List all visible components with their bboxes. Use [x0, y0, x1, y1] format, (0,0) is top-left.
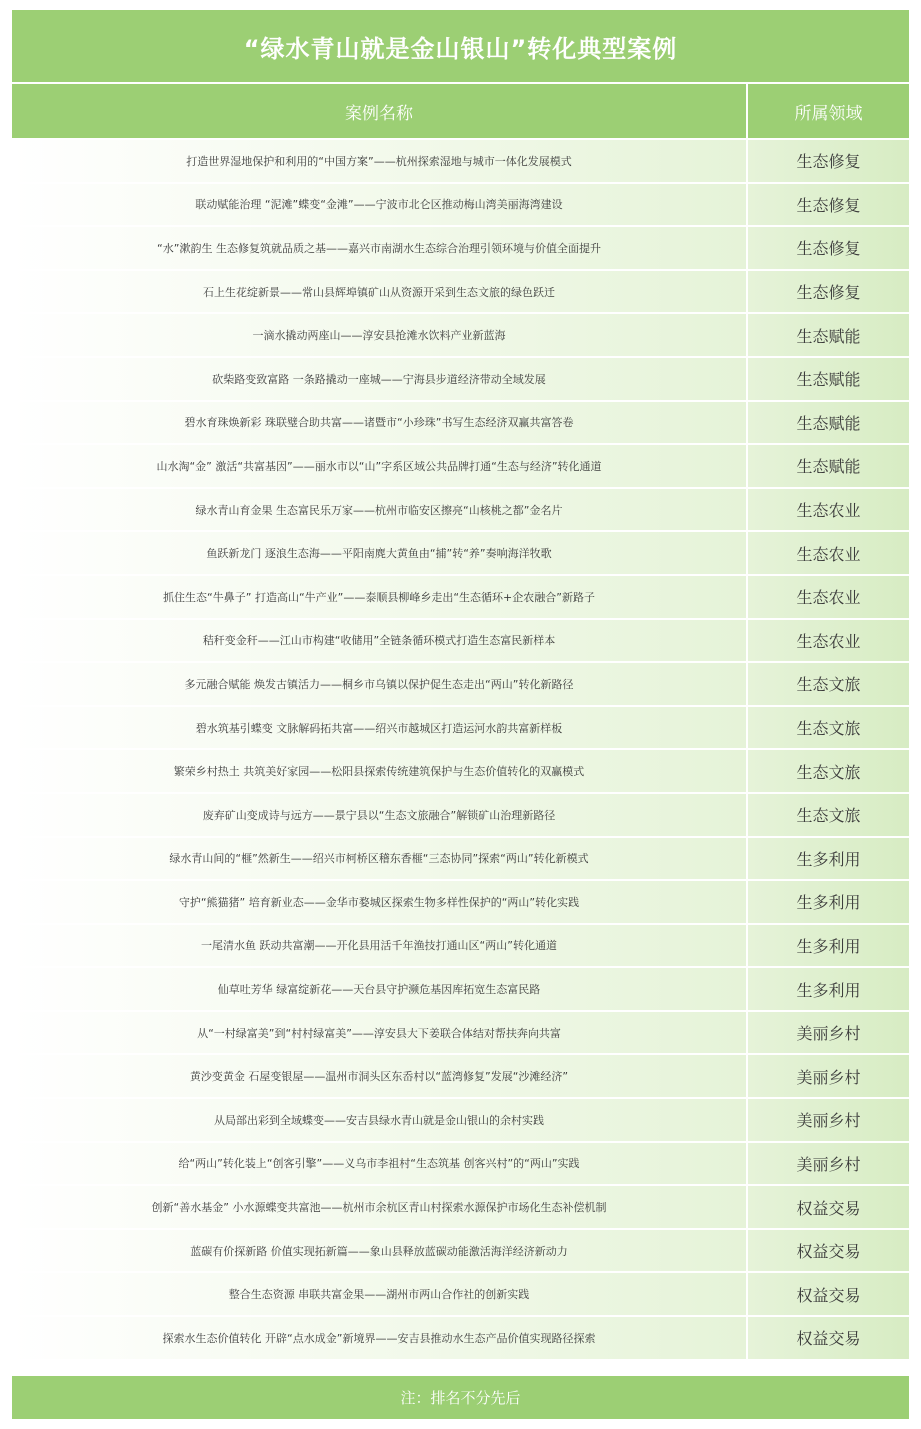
field-cell: 生态赋能: [748, 445, 909, 487]
case-name-cell: 从“一村绿富美”到“村村绿富美”——淳安县大下姜联合体结对帮扶奔向共富: [12, 1012, 748, 1054]
case-name-cell: 整合生态资源 串联共富金果——湖州市两山合作社的创新实践: [12, 1273, 748, 1315]
field-cell: 生态农业: [748, 576, 909, 618]
case-name-cell: 蓝碳有价探新路 价值实现拓新篇——象山县释放蓝碳动能激活海洋经济新动力: [12, 1230, 748, 1272]
table-row: [12, 356, 909, 400]
field-cell: 生态文旅: [748, 750, 909, 792]
field-cell: 生多利用: [748, 881, 909, 923]
field-cell: 美丽乡村: [748, 1099, 909, 1141]
table-row: [12, 530, 909, 574]
table-footnote: 注：排名不分先后: [12, 1376, 909, 1419]
case-name-cell: 石上生花绽新景——常山县辉埠镇矿山从资源开采到生态文旅的绿色跃迁: [12, 271, 748, 313]
case-name-cell: 创新“善水基金” 小水源蝶变共富池——杭州市余杭区青山村探索水源保护市场化生态补偿机制: [12, 1186, 748, 1228]
case-name-cell: 一滴水撬动两座山——淳安县抢滩水饮料产业新蓝海: [12, 314, 748, 356]
case-name-cell: 从局部出彩到全域蝶变——安吉县绿水青山就是金山银山的余村实践: [12, 1099, 748, 1141]
field-cell: 生态农业: [748, 489, 909, 531]
field-cell: 生态修复: [748, 140, 909, 182]
field-cell: 生态文旅: [748, 663, 909, 705]
table-row: [12, 618, 909, 662]
field-cell: 生态农业: [748, 532, 909, 574]
case-name-cell: 守护“熊猫猪” 培育新业态——金华市婺城区探索生物多样性保护的“两山”转化实践: [12, 881, 748, 923]
table-row: [12, 138, 909, 182]
table-row: [12, 182, 909, 226]
table-row: [12, 487, 909, 531]
case-name-cell: 探索水生态价值转化 开辟“点水成金”新境界——安吉县推动水生态产品价值实现路径探索: [12, 1317, 748, 1359]
table-row: [12, 661, 909, 705]
case-name-cell: 打造世界湿地保护和利用的“中国方案”——杭州探索湿地与城市一体化发展模式: [12, 140, 748, 182]
field-cell: 权益交易: [748, 1186, 909, 1228]
field-cell: 生态文旅: [748, 707, 909, 749]
field-cell: 生态农业: [748, 620, 909, 662]
case-name-cell: 抓住生态“牛鼻子” 打造高山“牛产业”——泰顺县柳峰乡走出“生态循环+企农融合”新路子: [12, 576, 748, 618]
table-row: [12, 705, 909, 749]
case-name-cell: 秸秆变金秆——江山市构建“收储用”全链条循环模式打造生态富民新样本: [12, 620, 748, 662]
field-cell: 美丽乡村: [748, 1012, 909, 1054]
field-cell: 生态文旅: [748, 794, 909, 836]
field-cell: 生多利用: [748, 838, 909, 880]
table-row: [12, 923, 909, 967]
case-name-cell: 山水淘“金” 激活“共富基因”——丽水市以“山”字系区域公共品牌打通“生态与经济”转化通道: [12, 445, 748, 487]
table-row: [12, 1141, 909, 1185]
case-name-cell: 砍柴路变致富路 一条路撬动一座城——宁海县步道经济带动全域发展: [12, 358, 748, 400]
field-cell: 生态修复: [748, 271, 909, 313]
header-case-name: 案例名称: [12, 84, 748, 138]
field-cell: 生态修复: [748, 184, 909, 226]
case-name-cell: 鱼跃新龙门 逐浪生态海——平阳南麂大黄鱼由“捕”转“养”奏响海洋牧歌: [12, 532, 748, 574]
field-cell: 权益交易: [748, 1317, 909, 1359]
table-row: [12, 225, 909, 269]
table-row: [12, 1228, 909, 1272]
table-row: [12, 792, 909, 836]
case-name-cell: 废弃矿山变成诗与远方——景宁县以“生态文旅融合”解锁矿山治理新路径: [12, 794, 748, 836]
table-row: [12, 1010, 909, 1054]
table-row: [12, 269, 909, 313]
field-cell: 生态赋能: [748, 402, 909, 444]
field-cell: 生多利用: [748, 968, 909, 1010]
field-cell: 生态赋能: [748, 358, 909, 400]
case-name-cell: 给“两山”转化装上“创客引擎”——义乌市李祖村“生态筑基 创客兴村”的“两山”实践: [12, 1143, 748, 1185]
table-header-row: [12, 84, 909, 138]
case-name-cell: 多元融合赋能 焕发古镇活力——桐乡市乌镇以保护促生态走出“两山”转化新路径: [12, 663, 748, 705]
field-cell: 权益交易: [748, 1230, 909, 1272]
table-row: [12, 312, 909, 356]
case-name-cell: 一尾清水鱼 跃动共富潮——开化县用活千年渔技打通山区“两山”转化通道: [12, 925, 748, 967]
table-row: [12, 1053, 909, 1097]
case-name-cell: 碧水筑基引蝶变 文脉解码拓共富——绍兴市越城区打造运河水韵共富新样板: [12, 707, 748, 749]
table-row: [12, 966, 909, 1010]
case-name-cell: 联动赋能治理 “泥滩”蝶变“金滩”——宁波市北仑区推动梅山湾美丽海湾建设: [12, 184, 748, 226]
table-row: [12, 400, 909, 444]
table-row: [12, 443, 909, 487]
case-name-cell: 碧水育珠焕新彩 珠联璧合助共富——诸暨市“小珍珠”书写生态经济双赢共富答卷: [12, 402, 748, 444]
table-row: [12, 748, 909, 792]
table-body: [12, 138, 909, 1359]
table-row: [12, 1184, 909, 1228]
field-cell: 权益交易: [748, 1273, 909, 1315]
field-cell: 生态赋能: [748, 314, 909, 356]
table-row: [12, 836, 909, 880]
case-name-cell: 黄沙变黄金 石屋变银屋——温州市洞头区东岙村以“蓝湾修复”发展“沙滩经济”: [12, 1055, 748, 1097]
table-row: [12, 1315, 909, 1359]
field-cell: 美丽乡村: [748, 1055, 909, 1097]
case-name-cell: 仙草吐芳华 绿富绽新花——天台县守护濒危基因库拓宽生态富民路: [12, 968, 748, 1010]
table-row: [12, 879, 909, 923]
table-row: [12, 1271, 909, 1315]
field-cell: 美丽乡村: [748, 1143, 909, 1185]
table-title: “绿水青山就是金山银山”转化典型案例: [12, 10, 909, 82]
field-cell: 生多利用: [748, 925, 909, 967]
case-table: [12, 10, 909, 1419]
field-cell: 生态修复: [748, 227, 909, 269]
case-name-cell: 绿水青山间的“榧”然新生——绍兴市柯桥区稽东香榧“三态协同”探索“两山”转化新模式: [12, 838, 748, 880]
case-name-cell: 绿水青山育金果 生态富民乐万家——杭州市临安区擦亮“山核桃之都”金名片: [12, 489, 748, 531]
table-row: [12, 574, 909, 618]
case-name-cell: “水”漱韵生 生态修复筑就品质之基——嘉兴市南湖水生态综合治理引领环境与价值全面提升: [12, 227, 748, 269]
table-row: [12, 1097, 909, 1141]
header-field: 所属领域: [794, 103, 863, 124]
case-name-cell: 繁荣乡村热土 共筑美好家园——松阳县探索传统建筑保护与生态价值转化的双赢模式: [12, 750, 748, 792]
